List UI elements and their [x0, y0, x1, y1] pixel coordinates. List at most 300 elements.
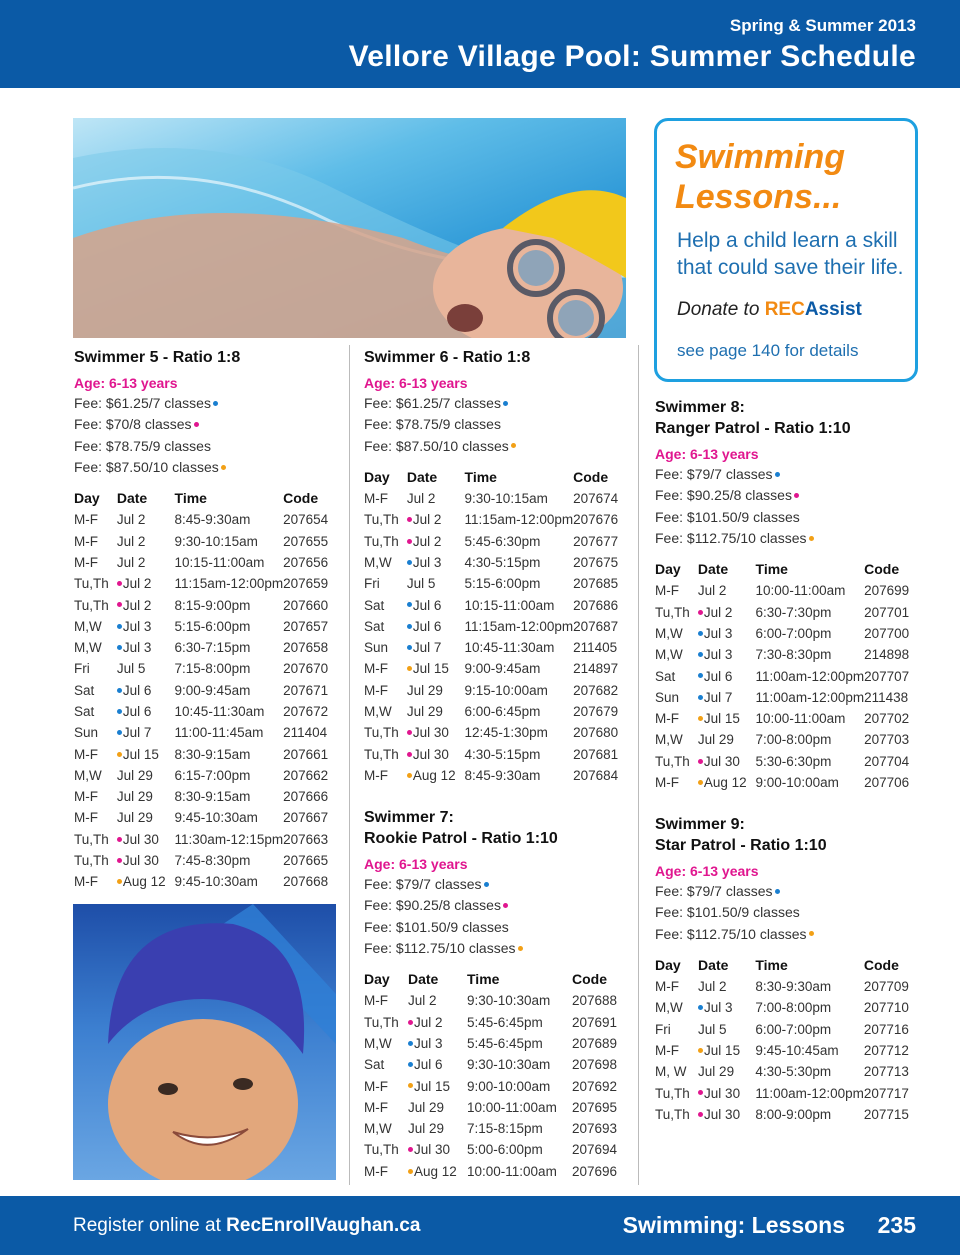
- cell-day: Sat: [364, 1057, 385, 1073]
- table-row: [74, 786, 336, 807]
- fee-text: Fee: $112.75/10 classes: [364, 939, 516, 956]
- cell-date: [407, 573, 465, 594]
- swimmer-7-section: [364, 807, 626, 1182]
- schedule-header-row: [655, 558, 917, 580]
- table-row: [364, 530, 626, 551]
- cell-date-text: Jul 29: [116, 810, 153, 826]
- cell-day: Tu,Th: [364, 746, 399, 762]
- cell-date: [117, 807, 175, 828]
- cell-date: [698, 751, 756, 772]
- cell-date-text: Jul 7: [412, 640, 442, 656]
- cell-code: 207677: [573, 533, 619, 549]
- fee-line: [364, 895, 626, 916]
- cell-date: [408, 1033, 467, 1054]
- cell-code: 207707: [864, 668, 910, 684]
- date-dot-icon: [407, 730, 412, 735]
- cell-date-text: Jul 2: [116, 554, 146, 570]
- fee-dot-icon: [484, 882, 489, 887]
- cell-date: [698, 729, 756, 750]
- cell-date: [698, 1061, 755, 1082]
- cell-date-text: Jul 29: [116, 767, 153, 783]
- col-header-time: Time: [755, 956, 788, 973]
- cell-time: 5:45-6:45pm: [467, 1014, 543, 1030]
- table-row: [364, 1118, 626, 1139]
- cell-time: 9:45-10:45am: [755, 1042, 839, 1058]
- cell-day: M-F: [655, 979, 679, 995]
- cell-date: [407, 722, 465, 743]
- age-range: Age: 6-13 years: [364, 375, 468, 391]
- cell-code: 207706: [864, 775, 910, 790]
- cell-time: 4:30-5:15pm: [464, 554, 541, 570]
- cell-date: [117, 871, 175, 892]
- cell-time: 10:00-11:00am: [755, 583, 846, 599]
- age-range: Age: 6-13 years: [655, 863, 759, 879]
- cell-date: [407, 594, 465, 615]
- cell-day: Sun: [74, 725, 99, 741]
- swimmer-5-section: [74, 347, 336, 893]
- section-title: Swimmer 8:: [655, 399, 745, 416]
- cell-date: [407, 658, 465, 679]
- fee-text: Fee: $70/8 classes: [74, 416, 192, 433]
- col-header-day: Day: [364, 468, 390, 485]
- fee-line: [655, 485, 917, 506]
- cell-day: M,W: [655, 732, 683, 748]
- table-row: [364, 680, 626, 701]
- cell-code: 207654: [283, 512, 329, 528]
- cell-time: 11:00-11:45am: [174, 725, 264, 741]
- fee-line: [364, 436, 626, 457]
- age-range: Age: 6-13 years: [74, 375, 178, 391]
- page-header: [0, 0, 960, 88]
- column-divider: [349, 345, 350, 1185]
- swimmer-8-section: [655, 397, 917, 793]
- cell-code: 207686: [573, 597, 619, 613]
- fee-line: [655, 881, 917, 902]
- cell-date-text: Jul 15: [122, 746, 159, 762]
- date-dot-icon: [698, 1090, 703, 1095]
- child-swimmer-photo: [73, 904, 336, 1180]
- cell-date: [408, 990, 467, 1011]
- table-row: [655, 623, 917, 644]
- cell-date: [698, 708, 756, 729]
- cell-date-text: Jul 29: [406, 704, 443, 719]
- cell-date-text: Jul 6: [412, 597, 442, 613]
- donation-promo-box: [654, 118, 918, 382]
- date-dot-icon: [117, 688, 122, 693]
- fee-text: Fee: $78.75/9 classes: [364, 416, 501, 433]
- cell-code: 207709: [863, 979, 909, 995]
- table-row: [655, 601, 917, 622]
- cell-day: M-F: [74, 810, 98, 826]
- fee-line: [655, 507, 917, 528]
- cell-date-text: Jul 2: [414, 1014, 443, 1030]
- table-row: [364, 765, 626, 786]
- cell-code: 207699: [864, 583, 910, 599]
- cell-day: Sat: [364, 618, 385, 634]
- register-text: Register online at: [73, 1215, 221, 1236]
- cell-date: [408, 1118, 467, 1139]
- cell-time: 8:15-9:00pm: [174, 597, 251, 613]
- cell-date: [117, 573, 175, 594]
- section-subtitle: Rookie Patrol - Ratio 1:10: [364, 830, 558, 847]
- cell-date-text: Jul 2: [698, 979, 727, 995]
- date-dot-icon: [698, 673, 703, 678]
- fee-dot-icon: [794, 493, 799, 498]
- cell-day: M-F: [74, 554, 98, 570]
- fee-line: [74, 436, 336, 457]
- cell-date-text: Jul 6: [414, 1057, 443, 1073]
- cell-time: 6:00-6:45pm: [464, 704, 541, 719]
- cell-day: M-F: [74, 512, 98, 528]
- cell-day: Fri: [364, 576, 380, 592]
- table-row: [655, 687, 917, 708]
- date-dot-icon: [117, 602, 122, 607]
- schedule-header-row: [364, 466, 626, 488]
- cell-date: [698, 623, 756, 644]
- table-row: [655, 665, 917, 686]
- cell-date-text: Jul 15: [414, 1078, 451, 1094]
- cell-code: 214898: [864, 647, 910, 663]
- footer-section-name: Swimming: Lessons: [622, 1212, 845, 1238]
- cell-time: 7:45-8:30pm: [174, 853, 251, 869]
- cell-day: Tu,Th: [655, 1106, 690, 1122]
- cell-day: M,W: [74, 640, 102, 656]
- cell-day: Sat: [74, 704, 95, 719]
- fee-text: Fee: $87.50/10 classes: [364, 437, 509, 454]
- cell-time: 7:30-8:30pm: [755, 647, 832, 663]
- col-header-date: Date: [116, 490, 148, 507]
- date-dot-icon: [698, 1112, 703, 1117]
- cell-time: 6:15-7:00pm: [174, 767, 251, 783]
- date-dot-icon: [408, 1083, 413, 1088]
- cell-code: 207717: [863, 1085, 909, 1101]
- date-dot-icon: [407, 517, 412, 522]
- table-row: [655, 644, 917, 665]
- cell-code: 207685: [573, 576, 619, 592]
- table-row: [74, 850, 336, 871]
- cell-day: M-F: [364, 1078, 388, 1094]
- cell-day: M,W: [74, 618, 102, 634]
- section-title: Swimmer 5 - Ratio 1:8: [74, 349, 241, 366]
- cell-code: 207687: [573, 618, 619, 634]
- fee-line: [364, 393, 626, 414]
- schedule-table: [74, 487, 336, 892]
- cell-date-text: Jul 3: [704, 1000, 733, 1016]
- cell-date: [698, 687, 756, 708]
- cell-day: M,W: [364, 704, 392, 719]
- cell-day: Tu,Th: [655, 1085, 690, 1101]
- cell-date-text: Jul 5: [406, 576, 436, 592]
- cell-time: 5:45-6:45pm: [467, 1035, 543, 1051]
- date-dot-icon: [407, 602, 412, 607]
- fee-text: Fee: $61.25/7 classes: [364, 395, 501, 411]
- date-dot-icon: [698, 652, 703, 657]
- cell-code: 207693: [572, 1121, 618, 1137]
- cell-code: 214897: [573, 661, 619, 677]
- date-dot-icon: [698, 716, 703, 721]
- cell-code: 207694: [572, 1142, 618, 1158]
- date-dot-icon: [698, 631, 703, 636]
- table-row: [74, 829, 336, 850]
- cell-date: [698, 601, 756, 622]
- cell-date: [698, 976, 755, 997]
- fee-text: Fee: $90.25/8 classes: [655, 487, 792, 504]
- cell-day: Tu,Th: [364, 725, 399, 741]
- cell-code: 207691: [572, 1014, 618, 1030]
- cell-day: M,W: [655, 625, 683, 641]
- cell-time: 5:15-6:00pm: [174, 618, 251, 634]
- cell-date-text: Jul 2: [412, 512, 442, 528]
- cell-date: [117, 616, 175, 637]
- date-dot-icon: [698, 695, 703, 700]
- cell-time: 4:30-5:30pm: [755, 1064, 832, 1080]
- cell-day: Fri: [655, 1021, 671, 1037]
- cell-time: 7:00-8:00pm: [755, 732, 832, 748]
- cell-code: 207698: [572, 1057, 618, 1073]
- cell-day: M-F: [364, 993, 388, 1009]
- cell-date: [117, 680, 175, 701]
- cell-date-text: Jul 6: [703, 668, 733, 684]
- fee-line: [655, 902, 917, 923]
- table-row: [364, 616, 626, 637]
- cell-code: 207681: [573, 746, 619, 762]
- fee-text: Fee: $61.25/7 classes: [74, 395, 211, 411]
- cell-day: M,W: [364, 554, 392, 570]
- fee-text: Fee: $78.75/9 classes: [74, 437, 211, 454]
- date-dot-icon: [117, 581, 122, 586]
- cell-day: M-F: [364, 682, 388, 698]
- cell-time: 6:30-7:30pm: [755, 604, 832, 620]
- swimmer-photo: [73, 118, 626, 338]
- table-row: [74, 722, 336, 743]
- date-dot-icon: [408, 1020, 413, 1025]
- cell-time: 9:30-10:30am: [467, 1057, 551, 1073]
- date-dot-icon: [408, 1041, 413, 1046]
- table-row: [364, 990, 626, 1011]
- cell-day: M-F: [655, 583, 679, 599]
- date-dot-icon: [407, 539, 412, 544]
- col-header-day: Day: [655, 956, 681, 973]
- cell-code: 207695: [572, 1099, 618, 1115]
- cell-date-text: Jul 6: [122, 682, 152, 698]
- cell-code: 207713: [863, 1064, 909, 1080]
- cell-date-text: Jul 2: [122, 576, 152, 592]
- fee-line: [74, 393, 336, 414]
- cell-date-text: Jul 2: [116, 512, 146, 528]
- cell-day: M-F: [655, 775, 679, 790]
- cell-date: [117, 594, 175, 615]
- cell-time: 12:45-1:30pm: [464, 725, 548, 741]
- fee-dot-icon: [213, 401, 218, 406]
- cell-code: 207663: [283, 831, 329, 847]
- promo-headline: [675, 137, 915, 217]
- cell-date-text: Jul 2: [697, 583, 727, 599]
- cell-time: 11:30am-12:15pm: [174, 831, 284, 847]
- cell-time: 8:45-9:30am: [174, 512, 251, 528]
- cell-day: M, W: [655, 1064, 687, 1080]
- cell-date: [117, 765, 175, 786]
- cell-date-text: Jul 30: [122, 853, 159, 869]
- section-title: Swimmer 9:: [655, 816, 745, 833]
- cell-date: [408, 1054, 467, 1075]
- table-row: [364, 1139, 626, 1160]
- cell-day: Sun: [364, 640, 389, 656]
- cell-time: 10:45-11:30am: [464, 640, 555, 656]
- cell-date-text: Jul 30: [703, 753, 740, 769]
- table-row: [74, 871, 336, 892]
- cell-date: [407, 616, 465, 637]
- cell-time: 8:30-9:15am: [174, 746, 251, 762]
- cell-day: M,W: [364, 1121, 392, 1137]
- cell-date: [408, 1097, 467, 1118]
- cell-day: Sat: [655, 668, 676, 684]
- table-row: [74, 765, 336, 786]
- table-row: [364, 488, 626, 509]
- schedule-table: [364, 968, 626, 1182]
- cell-time: 11:00am-12:00pm: [755, 689, 865, 705]
- table-row: [74, 616, 336, 637]
- schedule-header-row: [655, 954, 917, 976]
- fee-dot-icon: [518, 946, 523, 951]
- cell-code: 211404: [283, 725, 328, 741]
- cell-time: 9:00-9:45am: [464, 661, 541, 677]
- cell-date: [117, 530, 175, 551]
- cell-code: 207662: [283, 767, 329, 783]
- schedule-header-row: [364, 968, 626, 990]
- cell-date-text: Jul 15: [703, 711, 740, 727]
- cell-time: 10:00-11:00am: [467, 1099, 557, 1115]
- cell-time: 11:00am-12:00pm: [755, 668, 865, 684]
- promo-headline-line-1: Swimming: [675, 138, 846, 176]
- register-line: [73, 1215, 420, 1237]
- swimmer-9-section: [655, 814, 917, 1125]
- cell-day: Tu,Th: [364, 512, 399, 528]
- cell-day: Tu,Th: [74, 831, 109, 847]
- cell-date: [407, 701, 465, 722]
- cell-day: M-F: [74, 874, 98, 890]
- cell-time: 10:15-11:00am: [174, 554, 265, 570]
- donate-to-label: Donate to: [677, 299, 760, 320]
- cell-date: [117, 829, 175, 850]
- table-row: [655, 772, 917, 793]
- fee-text: Fee: $79/7 classes: [655, 466, 773, 482]
- cell-day: Sat: [74, 682, 95, 698]
- cell-code: 207656: [283, 554, 329, 570]
- promo-see-page: see page 140 for details: [677, 341, 859, 360]
- col-header-day: Day: [364, 971, 390, 988]
- table-row: [74, 637, 336, 658]
- cell-code: 207704: [864, 753, 910, 769]
- cell-date-text: Jul 6: [122, 704, 152, 719]
- date-dot-icon: [407, 624, 412, 629]
- cell-time: 10:45-11:30am: [174, 704, 265, 719]
- child-illustration: [73, 904, 336, 1180]
- promo-donate-line: [677, 299, 862, 321]
- table-row: [655, 1061, 917, 1082]
- cell-date: [698, 1104, 755, 1125]
- date-dot-icon: [117, 858, 122, 863]
- cell-code: 207658: [283, 640, 329, 656]
- cell-time: 9:00-10:00am: [755, 775, 839, 790]
- cell-date-text: Jul 7: [703, 689, 733, 705]
- fee-text: Fee: $101.50/9 classes: [655, 508, 800, 525]
- cell-code: 207710: [863, 1000, 909, 1016]
- cell-time: 8:30-9:30am: [755, 979, 832, 995]
- register-url-link[interactable]: RecEnrollVaughan.ca: [226, 1215, 421, 1236]
- cell-date: [698, 997, 755, 1018]
- date-dot-icon: [407, 666, 412, 671]
- cell-date-text: Jul 2: [412, 533, 442, 549]
- cell-time: 4:30-5:15pm: [464, 746, 541, 762]
- date-dot-icon: [407, 773, 412, 778]
- section-subtitle: Star Patrol - Ratio 1:10: [655, 837, 827, 854]
- cell-time: 6:00-7:00pm: [755, 625, 832, 641]
- table-row: [655, 1018, 917, 1039]
- cell-day: Tu,Th: [655, 604, 690, 620]
- cell-date-text: Jul 2: [408, 993, 437, 1009]
- cell-code: 207703: [864, 732, 910, 748]
- cell-date-text: Jul 30: [704, 1085, 741, 1101]
- fee-text: Fee: $101.50/9 classes: [364, 918, 509, 935]
- cell-time: 7:15-8:15pm: [467, 1121, 543, 1137]
- cell-date-text: Jul 2: [703, 604, 733, 620]
- date-dot-icon: [117, 879, 122, 884]
- cell-time: 11:15am-12:00pm: [174, 576, 284, 592]
- page-number: 235: [877, 1212, 916, 1238]
- cell-date: [117, 743, 175, 764]
- cell-date: [698, 1040, 755, 1061]
- cell-date-text: Jul 29: [408, 1121, 445, 1137]
- fee-dot-icon: [809, 536, 814, 541]
- cell-day: M,W: [74, 767, 102, 783]
- section-subtitle: Ranger Patrol - Ratio 1:10: [655, 420, 851, 437]
- date-dot-icon: [698, 610, 703, 615]
- cell-date-text: Jul 15: [412, 661, 449, 677]
- fee-text: Fee: $112.75/10 classes: [655, 529, 807, 546]
- cell-time: 9:30-10:30am: [467, 993, 551, 1009]
- cell-date-text: Jul 3: [412, 554, 442, 570]
- cell-date: [117, 658, 175, 679]
- col-header-code: Code: [572, 971, 607, 988]
- table-row: [364, 743, 626, 764]
- cell-date-text: Aug 12: [414, 1163, 457, 1179]
- cell-time: 8:00-9:00pm: [755, 1106, 832, 1122]
- table-row: [364, 573, 626, 594]
- cell-time: 9:45-10:30am: [174, 810, 258, 826]
- date-dot-icon: [117, 837, 122, 842]
- date-dot-icon: [698, 1048, 703, 1053]
- cell-day: M,W: [364, 1035, 392, 1051]
- cell-date-text: Jul 30: [412, 746, 449, 762]
- cell-time: 5:30-6:30pm: [755, 753, 832, 769]
- fee-line: [655, 528, 917, 549]
- table-row: [364, 658, 626, 679]
- cell-day: M-F: [655, 1042, 679, 1058]
- fee-dot-icon: [511, 443, 516, 448]
- cell-date: [698, 644, 756, 665]
- table-row: [74, 807, 336, 828]
- table-row: [364, 1011, 626, 1032]
- cell-time: 10:15-11:00am: [464, 597, 555, 613]
- age-range: Age: 6-13 years: [655, 446, 759, 462]
- cell-code: 207682: [573, 682, 619, 698]
- table-row: [364, 1097, 626, 1118]
- cell-date-text: Jul 7: [122, 725, 152, 741]
- col-header-day: Day: [655, 561, 681, 578]
- cell-date-text: Jul 30: [704, 1106, 741, 1122]
- cell-code: 207668: [283, 874, 329, 890]
- cell-time: 11:15am-12:00pm: [464, 618, 574, 634]
